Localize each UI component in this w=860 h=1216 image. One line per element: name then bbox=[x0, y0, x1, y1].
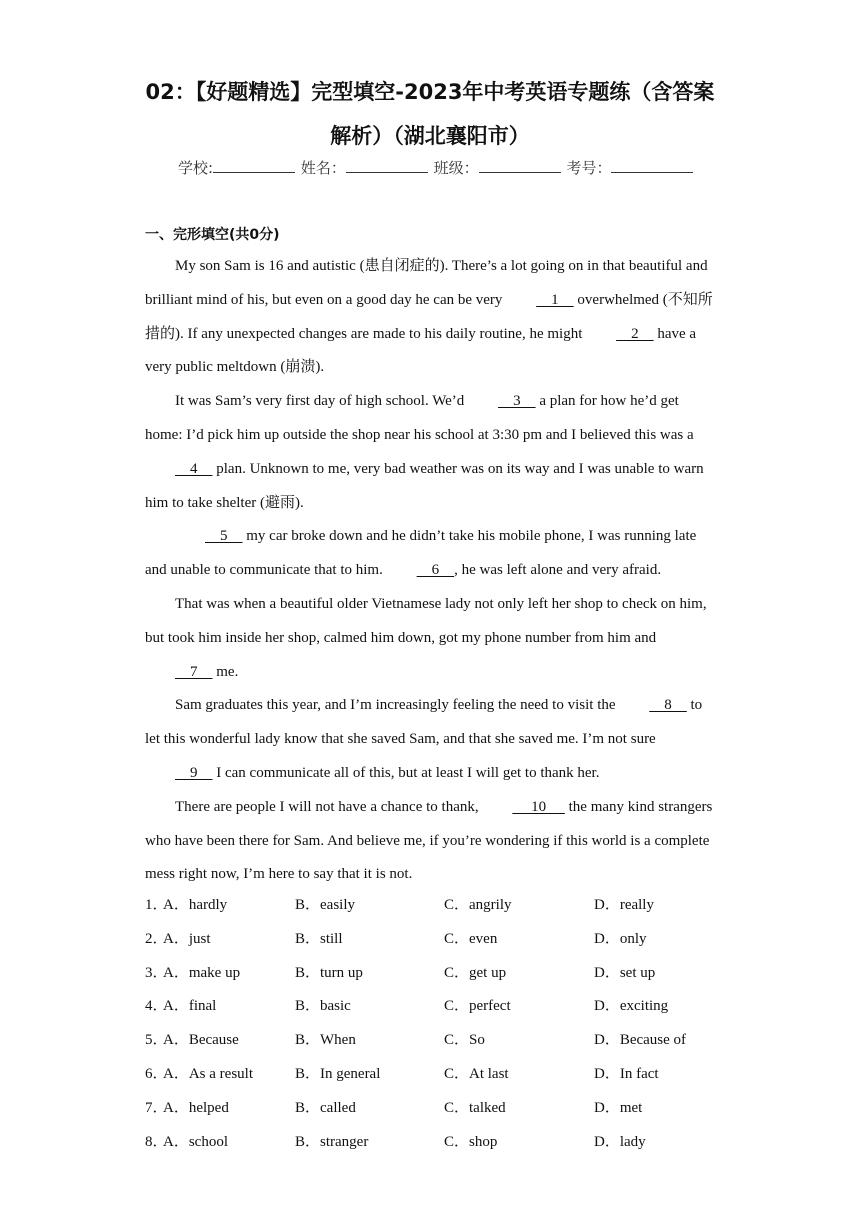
paragraph-text: There are people I will not have a chance to thank, bbox=[175, 798, 483, 815]
question-number: 2． bbox=[145, 930, 168, 947]
id-blank[interactable] bbox=[611, 158, 693, 173]
option-b[interactable]: B．stranger bbox=[295, 1133, 369, 1150]
school-label: 学校: bbox=[178, 159, 214, 177]
option-b[interactable]: B．easily bbox=[295, 897, 355, 913]
option-d[interactable]: D．Because of bbox=[594, 1032, 687, 1049]
option-b[interactable]: B．still bbox=[295, 930, 343, 947]
option-d[interactable]: D．set up bbox=[594, 964, 656, 981]
paragraph-text: It was Sam’s very first day of high school. We’d bbox=[175, 393, 469, 410]
option-a[interactable]: A．make up bbox=[163, 964, 241, 981]
option-row-2 bbox=[145, 927, 745, 961]
paragraph-text: I can communicate all of this, but at least I will get to thank her. bbox=[212, 764, 600, 781]
blank-9: 9 bbox=[175, 764, 213, 781]
option-a[interactable]: A．school bbox=[163, 1133, 228, 1150]
blank-7: 7 bbox=[175, 663, 213, 680]
paragraph-text: Sam graduates this year, and I’m increasingly feeling the need to visit the bbox=[175, 697, 620, 714]
page-title-line2: 解析）（湖北襄阳市） bbox=[330, 124, 530, 148]
question-number: 7． bbox=[145, 1099, 168, 1116]
blank-2: 2 bbox=[616, 325, 654, 342]
class-label: 班级： bbox=[433, 159, 479, 177]
paragraph-text: overwhelmed (不知所措的). If any unexpected changes are made to his daily routine, he might bbox=[145, 291, 713, 342]
option-b[interactable]: B．When bbox=[295, 1032, 356, 1049]
option-d[interactable]: D．In fact bbox=[594, 1065, 659, 1082]
page-title-line1: 02：【好题精选】完型填空-2023年中考英语专题练（含答案 bbox=[145, 80, 715, 104]
option-b[interactable]: B．turn up bbox=[295, 964, 363, 981]
paragraph-6 bbox=[145, 791, 720, 892]
paragraph-text: , he was left alone and very afraid. bbox=[454, 562, 662, 579]
question-number: 3． bbox=[145, 964, 168, 981]
paragraph-text: My son Sam is 16 and autistic (患自闭症的). There’s a lot going on in that beautiful and brilliant mind of his, but even on a good day he can be very bbox=[145, 258, 708, 308]
option-c[interactable]: C．shop bbox=[444, 1133, 498, 1150]
option-c[interactable]: C．get up bbox=[444, 964, 507, 981]
paragraph-text: to let this wonderful lady know that she saved Sam, and that she saved me. I’m not sure bbox=[145, 697, 703, 748]
option-row-8 bbox=[145, 1130, 745, 1164]
school-blank[interactable] bbox=[213, 158, 295, 173]
blank-10: 10 bbox=[512, 798, 565, 815]
paragraph-text: my car broke down and he didn’t take his mobile phone, I was running late and unable to communicate that to him. bbox=[145, 528, 697, 579]
option-c[interactable]: C．talked bbox=[444, 1099, 506, 1116]
option-c[interactable]: C．So bbox=[444, 1032, 485, 1049]
student-info-line bbox=[178, 157, 694, 178]
paragraph-3 bbox=[145, 520, 720, 588]
option-a[interactable]: A．hardly bbox=[163, 897, 228, 913]
option-b[interactable]: B．called bbox=[295, 1099, 356, 1116]
option-d[interactable]: D．really bbox=[594, 897, 654, 913]
blank-6: 6 bbox=[416, 562, 455, 579]
answer-options bbox=[145, 893, 745, 1163]
option-a[interactable]: A．just bbox=[163, 930, 211, 947]
question-number: 1． bbox=[145, 897, 168, 913]
cloze-passage bbox=[145, 250, 720, 892]
option-c[interactable]: C．even bbox=[444, 930, 498, 947]
option-c[interactable]: C．angrily bbox=[444, 897, 512, 913]
paragraph-2 bbox=[145, 385, 720, 520]
option-d[interactable]: D．only bbox=[594, 930, 647, 947]
paragraph-text: That was when a beautiful older Vietnamese lady not only left her shop to check on him, but took him inside her shop, calmed him down, got my phone number from him and bbox=[145, 595, 707, 646]
question-number: 6． bbox=[145, 1065, 168, 1082]
option-d[interactable]: D．lady bbox=[594, 1133, 646, 1150]
option-a[interactable]: A．helped bbox=[163, 1099, 229, 1116]
paragraph-text: the many kind strangers who have been there for Sam. And believe me, if you’re wondering if this world is a complete mess right now, I’m here to say that it is not. bbox=[145, 798, 713, 883]
option-row-5 bbox=[145, 1028, 745, 1062]
option-row-4 bbox=[145, 994, 745, 1028]
section-heading: 一、完形填空(共0分) bbox=[145, 227, 280, 243]
option-a[interactable]: A．As a result bbox=[163, 1065, 253, 1082]
question-number: 4． bbox=[145, 998, 168, 1015]
paragraph-text: plan. Unknown to me, very bad weather was on its way and I was unable to warn him to take shelter (避雨). bbox=[145, 460, 704, 511]
paragraph-text: me. bbox=[212, 663, 239, 680]
name-label: 姓名： bbox=[300, 159, 346, 177]
blank-8: 8 bbox=[649, 697, 687, 714]
blank-3: 3 bbox=[498, 393, 536, 410]
option-b[interactable]: B．basic bbox=[295, 998, 351, 1015]
option-row-7 bbox=[145, 1096, 745, 1130]
id-label: 考号： bbox=[566, 159, 612, 177]
option-c[interactable]: C．perfect bbox=[444, 998, 511, 1015]
paragraph-1 bbox=[145, 250, 720, 385]
option-c[interactable]: C．At last bbox=[444, 1065, 509, 1082]
blank-4: 4 bbox=[175, 460, 213, 477]
question-number: 8． bbox=[145, 1133, 168, 1150]
option-b[interactable]: B．In general bbox=[295, 1065, 381, 1082]
class-blank[interactable] bbox=[479, 158, 561, 173]
paragraph-4 bbox=[145, 588, 720, 689]
name-blank[interactable] bbox=[346, 158, 428, 173]
blank-5: 5 bbox=[205, 528, 243, 545]
paragraph-text: have a very public meltdown (崩溃). bbox=[145, 325, 697, 376]
option-d[interactable]: D．exciting bbox=[594, 998, 669, 1015]
option-row-1 bbox=[145, 893, 745, 927]
option-row-6 bbox=[145, 1062, 745, 1096]
option-d[interactable]: D．met bbox=[594, 1099, 643, 1116]
option-row-3 bbox=[145, 961, 745, 995]
question-number: 5． bbox=[145, 1032, 168, 1049]
option-a[interactable]: A．final bbox=[163, 998, 217, 1015]
paragraph-5 bbox=[145, 689, 720, 790]
option-a[interactable]: A．Because bbox=[163, 1032, 239, 1049]
paragraph-text: a plan for how he’d get home: I’d pick him up outside the shop near his school at 3:30 pm and I believed this was a bbox=[145, 393, 694, 443]
blank-1: 1 bbox=[536, 291, 574, 308]
